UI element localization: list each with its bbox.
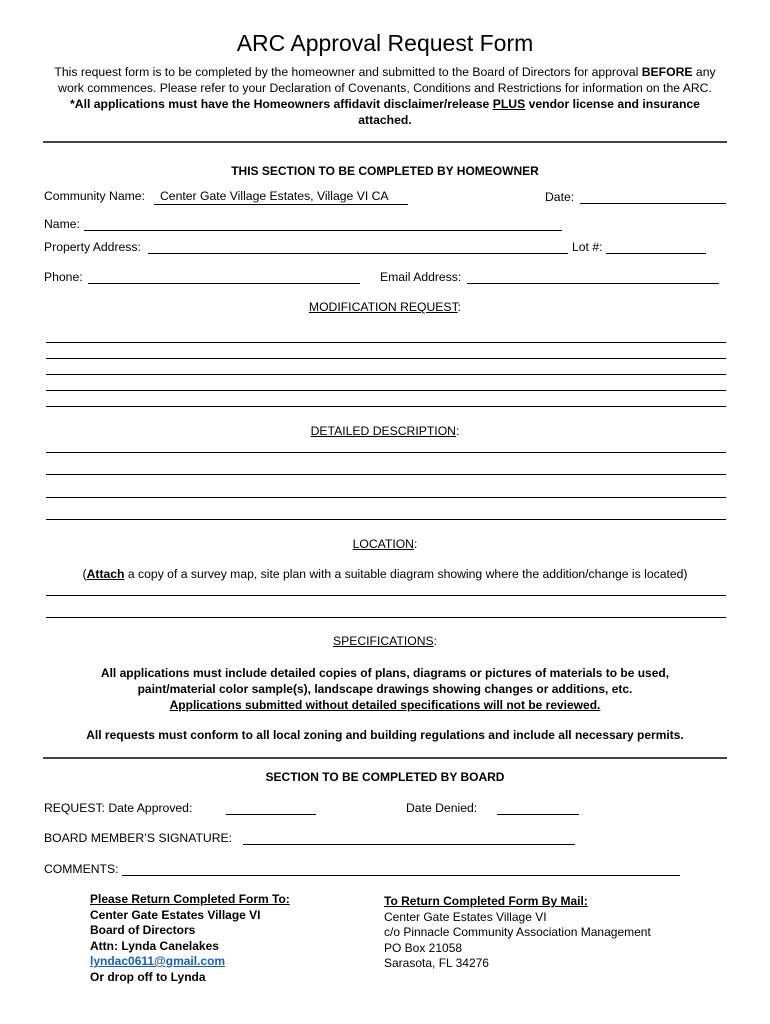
intro-line-1: This request form is to be completed by the homeowner and submitted to the Board of Directors for approval [54, 65, 642, 79]
name-field[interactable] [84, 230, 562, 231]
modification-line-2[interactable] [46, 358, 726, 359]
board-section-heading: SECTION TO BE COMPLETED BY BOARD [265, 770, 505, 784]
return-to-heading: Please Return Completed Form To: [90, 892, 290, 906]
modification-line-4[interactable] [46, 390, 726, 391]
contact-email-link[interactable]: lyndac0611@gmail.com [90, 954, 226, 968]
return-to-line-5: Or drop off to Lynda [90, 969, 206, 984]
community-name-label: Community Name: [44, 189, 145, 203]
intro-before: BEFORE [641, 65, 693, 79]
intro-line-2: work commences. Please refer to your Declaration of Covenants, Conditions and Restrictions for information on the ARC. [58, 81, 712, 95]
modification-line-3[interactable] [46, 374, 726, 375]
modification-request-colon: : [457, 300, 462, 314]
mail-to-block [384, 894, 651, 972]
return-to-line-2: Board of Directors [90, 923, 196, 937]
intro-line-1-end: any [692, 65, 716, 79]
mail-to-line-1: Center Gate Estates Village VI [384, 909, 547, 924]
description-line-4[interactable] [46, 519, 726, 520]
phone-label: Phone: [44, 270, 83, 284]
intro-line-3-end: vendor license and insurance [525, 97, 700, 111]
location-colon: : [414, 537, 418, 551]
property-address-label: Property Address: [44, 240, 141, 254]
property-address-field[interactable] [148, 253, 568, 254]
location-attach: Attach [86, 567, 125, 581]
return-to-line-1: Center Gate Estates Village VI [90, 907, 261, 922]
detailed-description-heading [0, 424, 770, 438]
specifications-label: SPECIFICATIONS [332, 634, 434, 648]
email-field[interactable] [467, 283, 719, 284]
mail-to-heading: To Return Completed Form By Mail: [384, 894, 588, 908]
lot-label: Lot #: [572, 240, 603, 254]
specifications-note-3: Applications submitted without detailed specifications will not be reviewed. [169, 698, 601, 712]
modification-request-label: MODIFICATION REQUEST [308, 300, 458, 314]
return-to-line-3: Attn: Lynda Canelakes [90, 938, 219, 953]
phone-field[interactable] [88, 283, 360, 284]
modification-request-heading [0, 300, 770, 314]
description-line-1[interactable] [46, 452, 726, 453]
location-note-paren: ( [82, 567, 87, 581]
homeowner-section-heading: THIS SECTION TO BE COMPLETED BY HOMEOWNER [231, 164, 539, 178]
date-label: Date: [545, 190, 575, 204]
date-denied-field[interactable] [497, 814, 579, 815]
location-line-1[interactable] [46, 595, 726, 596]
modification-line-1[interactable] [46, 342, 726, 343]
detailed-description-colon: : [455, 424, 460, 438]
intro-line-3: *All applications must have the Homeowners affidavit disclaimer/release [70, 97, 493, 111]
comments-field[interactable] [122, 875, 680, 876]
mail-to-line-2: c/o Pinnacle Community Association Management [384, 925, 651, 939]
divider-top [43, 141, 727, 143]
date-field[interactable] [580, 203, 726, 204]
modification-line-5[interactable] [46, 406, 726, 407]
board-signature-label: BOARD MEMBER’S SIGNATURE: [44, 831, 233, 845]
date-approved-field[interactable] [226, 814, 316, 815]
specifications-note [0, 665, 770, 713]
mail-to-line-3: PO Box 21058 [384, 940, 463, 955]
location-heading [0, 537, 770, 551]
intro-text [40, 64, 730, 128]
location-line-2[interactable] [46, 617, 726, 618]
description-line-3[interactable] [46, 497, 726, 498]
specifications-note-1: All applications must include detailed copies of plans, diagrams or pictures of materials to be used, [100, 666, 670, 680]
name-label: Name: [44, 217, 80, 231]
location-note [0, 567, 770, 581]
date-approved-label: REQUEST: Date Approved: [44, 801, 193, 815]
divider-board [43, 757, 727, 759]
date-denied-label: Date Denied: [406, 801, 478, 815]
mail-to-line-4: Sarasota, FL 34276 [384, 956, 489, 970]
conform-note: All requests must conform to all local zoning and building regulations and include all necessary permits. [86, 728, 684, 742]
lot-field[interactable] [606, 253, 706, 254]
detailed-description-label: DETAILED DESCRIPTION [310, 424, 456, 438]
location-label: LOCATION [352, 537, 414, 551]
specifications-colon: : [433, 634, 438, 648]
community-name-value: Center Gate Village Estates, Village VI CA [160, 189, 389, 203]
email-label: Email Address: [380, 270, 462, 284]
intro-line-4: attached. [358, 113, 412, 127]
community-name-field[interactable] [154, 204, 408, 205]
board-signature-field[interactable] [243, 844, 575, 845]
return-to-block [90, 892, 290, 985]
intro-plus: PLUS [492, 97, 526, 111]
form-title: ARC Approval Request Form [236, 30, 534, 56]
description-line-2[interactable] [46, 474, 726, 475]
specifications-note-2: paint/material color sample(s), landscape drawings showing changes or additions, etc. [137, 682, 633, 696]
location-note-text: a copy of a survey map, site plan with a suitable diagram showing where the addition/change is located) [124, 567, 688, 581]
comments-label: COMMENTS: [44, 862, 119, 876]
specifications-heading [0, 634, 770, 648]
